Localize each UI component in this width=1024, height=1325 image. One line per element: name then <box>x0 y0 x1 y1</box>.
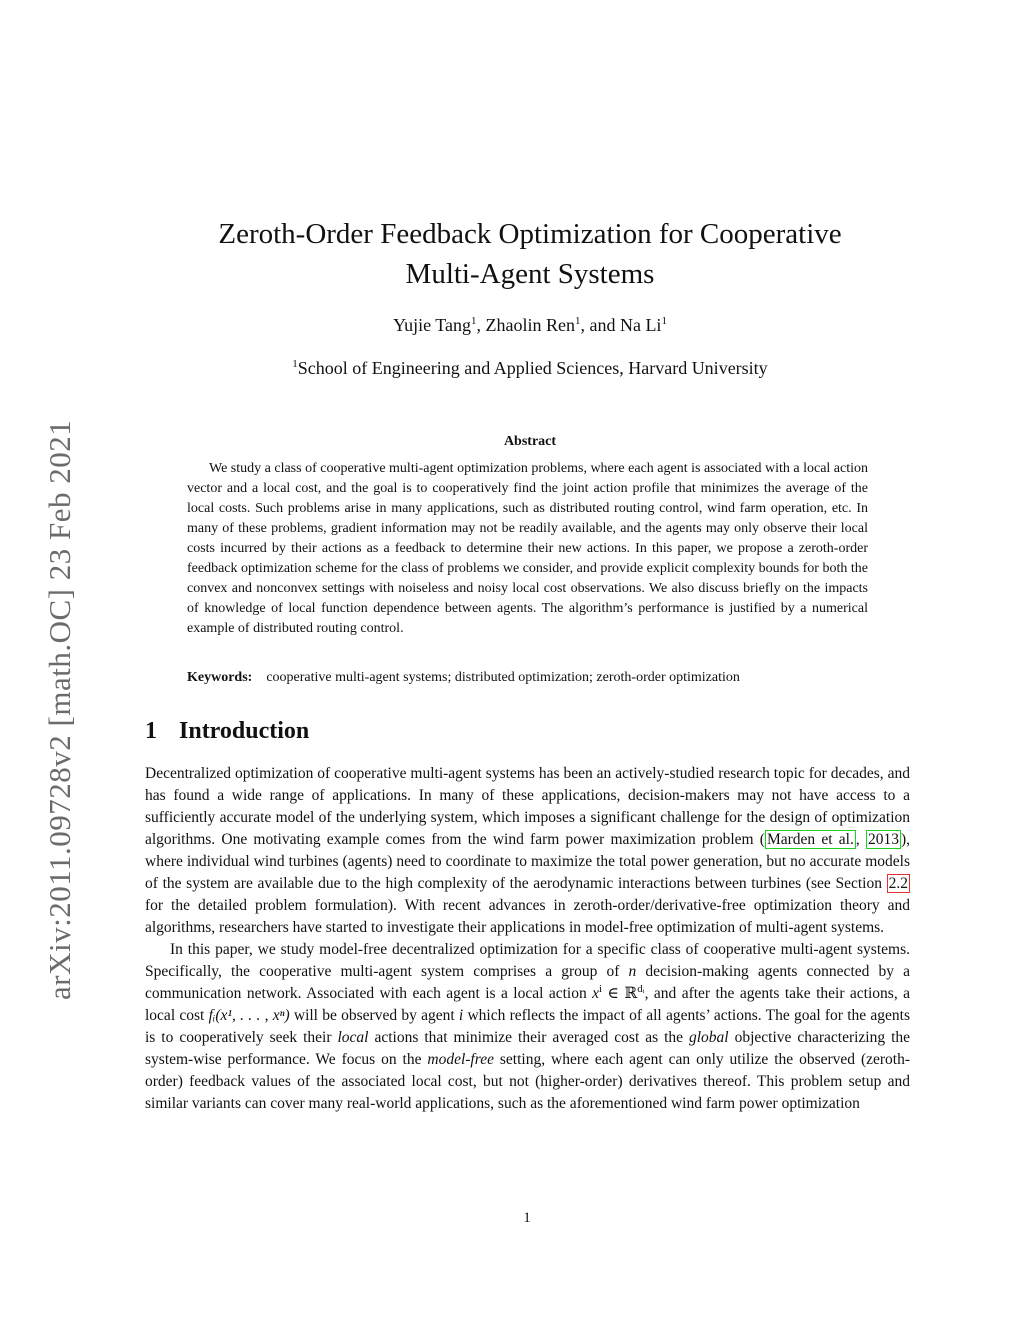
intro-paragraph-2 <box>145 939 910 1115</box>
keywords-text: cooperative multi-agent systems; distributed optimization; zeroth-order optimization <box>266 670 740 685</box>
paragraph-text: , and after the agents take their actions, a local cost <box>145 985 911 1024</box>
abstract-heading: Abstract <box>503 434 557 449</box>
math-variable: i <box>458 1007 464 1024</box>
math-variable: n <box>628 963 637 980</box>
paragraph-text: actions that minimize their averaged cost as the <box>368 1029 689 1046</box>
author-name: Na Li <box>619 315 662 335</box>
math-variable: x <box>592 985 600 1002</box>
author-affiliation-mark: 1 <box>661 315 667 327</box>
section-heading-introduction <box>145 718 309 745</box>
citation-year-link[interactable]: 2013 <box>867 831 899 848</box>
math-superscript: i <box>599 982 603 995</box>
citation-link[interactable]: Marden et al. <box>766 831 854 848</box>
keywords-label: Keywords: <box>187 670 253 685</box>
author-affiliation-mark: 1 <box>470 315 477 327</box>
affiliation <box>130 358 930 379</box>
author-name: Yujie Tang <box>393 315 471 335</box>
math-symbol: ∈ ℝ <box>602 985 638 1002</box>
paragraph-text: setting, where each agent can only utilize the observed (zeroth-order) feedback values of the associated local cost, but not (higher-order) derivatives thereof. This problem setup and similar variants can cover many real-world applications, such as the aforementioned wind farm power optimization <box>145 1051 911 1112</box>
affiliation-mark: 1 <box>292 358 298 370</box>
affiliation-text: School of Engineering and Applied Sciences, Harvard University <box>297 358 768 378</box>
title-line-1: Zeroth-Order Feedback Optimization for Cooperative <box>218 218 842 250</box>
paragraph-text: for the detailed problem formulation). With recent advances in zeroth-order/derivative-free optimization theory and algorithms, researchers have started to investigate their applications in model-free optimization of multi-agent systems. <box>145 897 910 936</box>
arxiv-identifier: arXiv:2011.09728v2 [math.OC] 23 Feb 2021 <box>42 419 77 1000</box>
paper-title <box>130 214 930 294</box>
paragraph-text: will be observed by agent <box>289 1007 459 1024</box>
intro-paragraph-1 <box>145 763 910 939</box>
paragraph-text: which reflects the impact of all agents’ actions. The goal for the agents is to cooperatively seek their <box>145 1007 911 1046</box>
abstract-text: We study a class of cooperative multi-agent optimization problems, where each agent is associated with a local action vector and a local cost, and the goal is to cooperatively find the joint action profile that minimizes the average of the local costs. Such problems arise in many applications, such as distributed routing control, wind farm operation, etc. In many of these problems, gradient information may not be readily available, and the agents may only observe their local costs incurred by their actions as a feedback to determine their new actions. In this paper, we propose a zeroth-order feedback optimization scheme for the class of problems we consider, and provide explicit complexity bounds for both the convex and nonconvex settings with noiseless and noisy local cost observations. We also discuss briefly on the impacts of knowledge of local function dependence between agents. The algorithm’s performance is justified by a numerical example of distributed routing control. <box>187 461 868 636</box>
citation-separator: , <box>855 831 866 848</box>
emphasis: model-free <box>427 1051 494 1068</box>
paragraph-text: decision-making agents connected by a communication network. Associated with each agent is a local action <box>145 963 910 1002</box>
emphasis: global <box>688 1029 729 1046</box>
paragraph-text: ), where individual wind turbines (agents) need to coordinate to maximize the total power generation, but no accurate models of the system are available due to the high complexity of the aerodynamic interactions between turbines (see Section <box>145 831 910 892</box>
title-line-2: Multi-Agent Systems <box>405 258 655 290</box>
paragraph-text: Decentralized optimization of cooperative multi-agent systems has been an actively-studied research topic for decades, and has found a wide range of applications. In many of these applications, decision-makers may not have access to a sufficiently accurate model of the underlying system, which imposes a significant challenge for the design of optimization algorithms. One motivating example comes from the wind farm power maximization problem ( <box>145 765 910 848</box>
emphasis: local <box>337 1029 369 1046</box>
introduction-body <box>145 763 910 1115</box>
section-reference-link[interactable]: 2.2 <box>888 875 908 892</box>
author-affiliation-mark: 1 <box>574 315 581 327</box>
section-title: Introduction <box>179 718 310 744</box>
author-list <box>130 315 930 336</box>
keywords <box>187 670 887 686</box>
page-number: 1 <box>523 1210 531 1226</box>
author-name: Zhaolin Ren <box>485 315 575 335</box>
paragraph-text: In this paper, we study model-free decentralized optimization for a specific class of cooperative multi-agent systems. Specifically, the cooperative multi-agent system comprises a group of <box>145 941 910 980</box>
paragraph-text: objective characterizing the system-wise performance. We focus on the <box>145 1029 911 1068</box>
author-separator: , <box>476 315 486 335</box>
math-superscript: dᵢ <box>637 982 645 995</box>
section-number: 1 <box>145 718 157 744</box>
author-separator: , and <box>580 315 620 335</box>
math-expression: fᵢ(x¹, . . . , xⁿ) <box>208 1007 290 1024</box>
